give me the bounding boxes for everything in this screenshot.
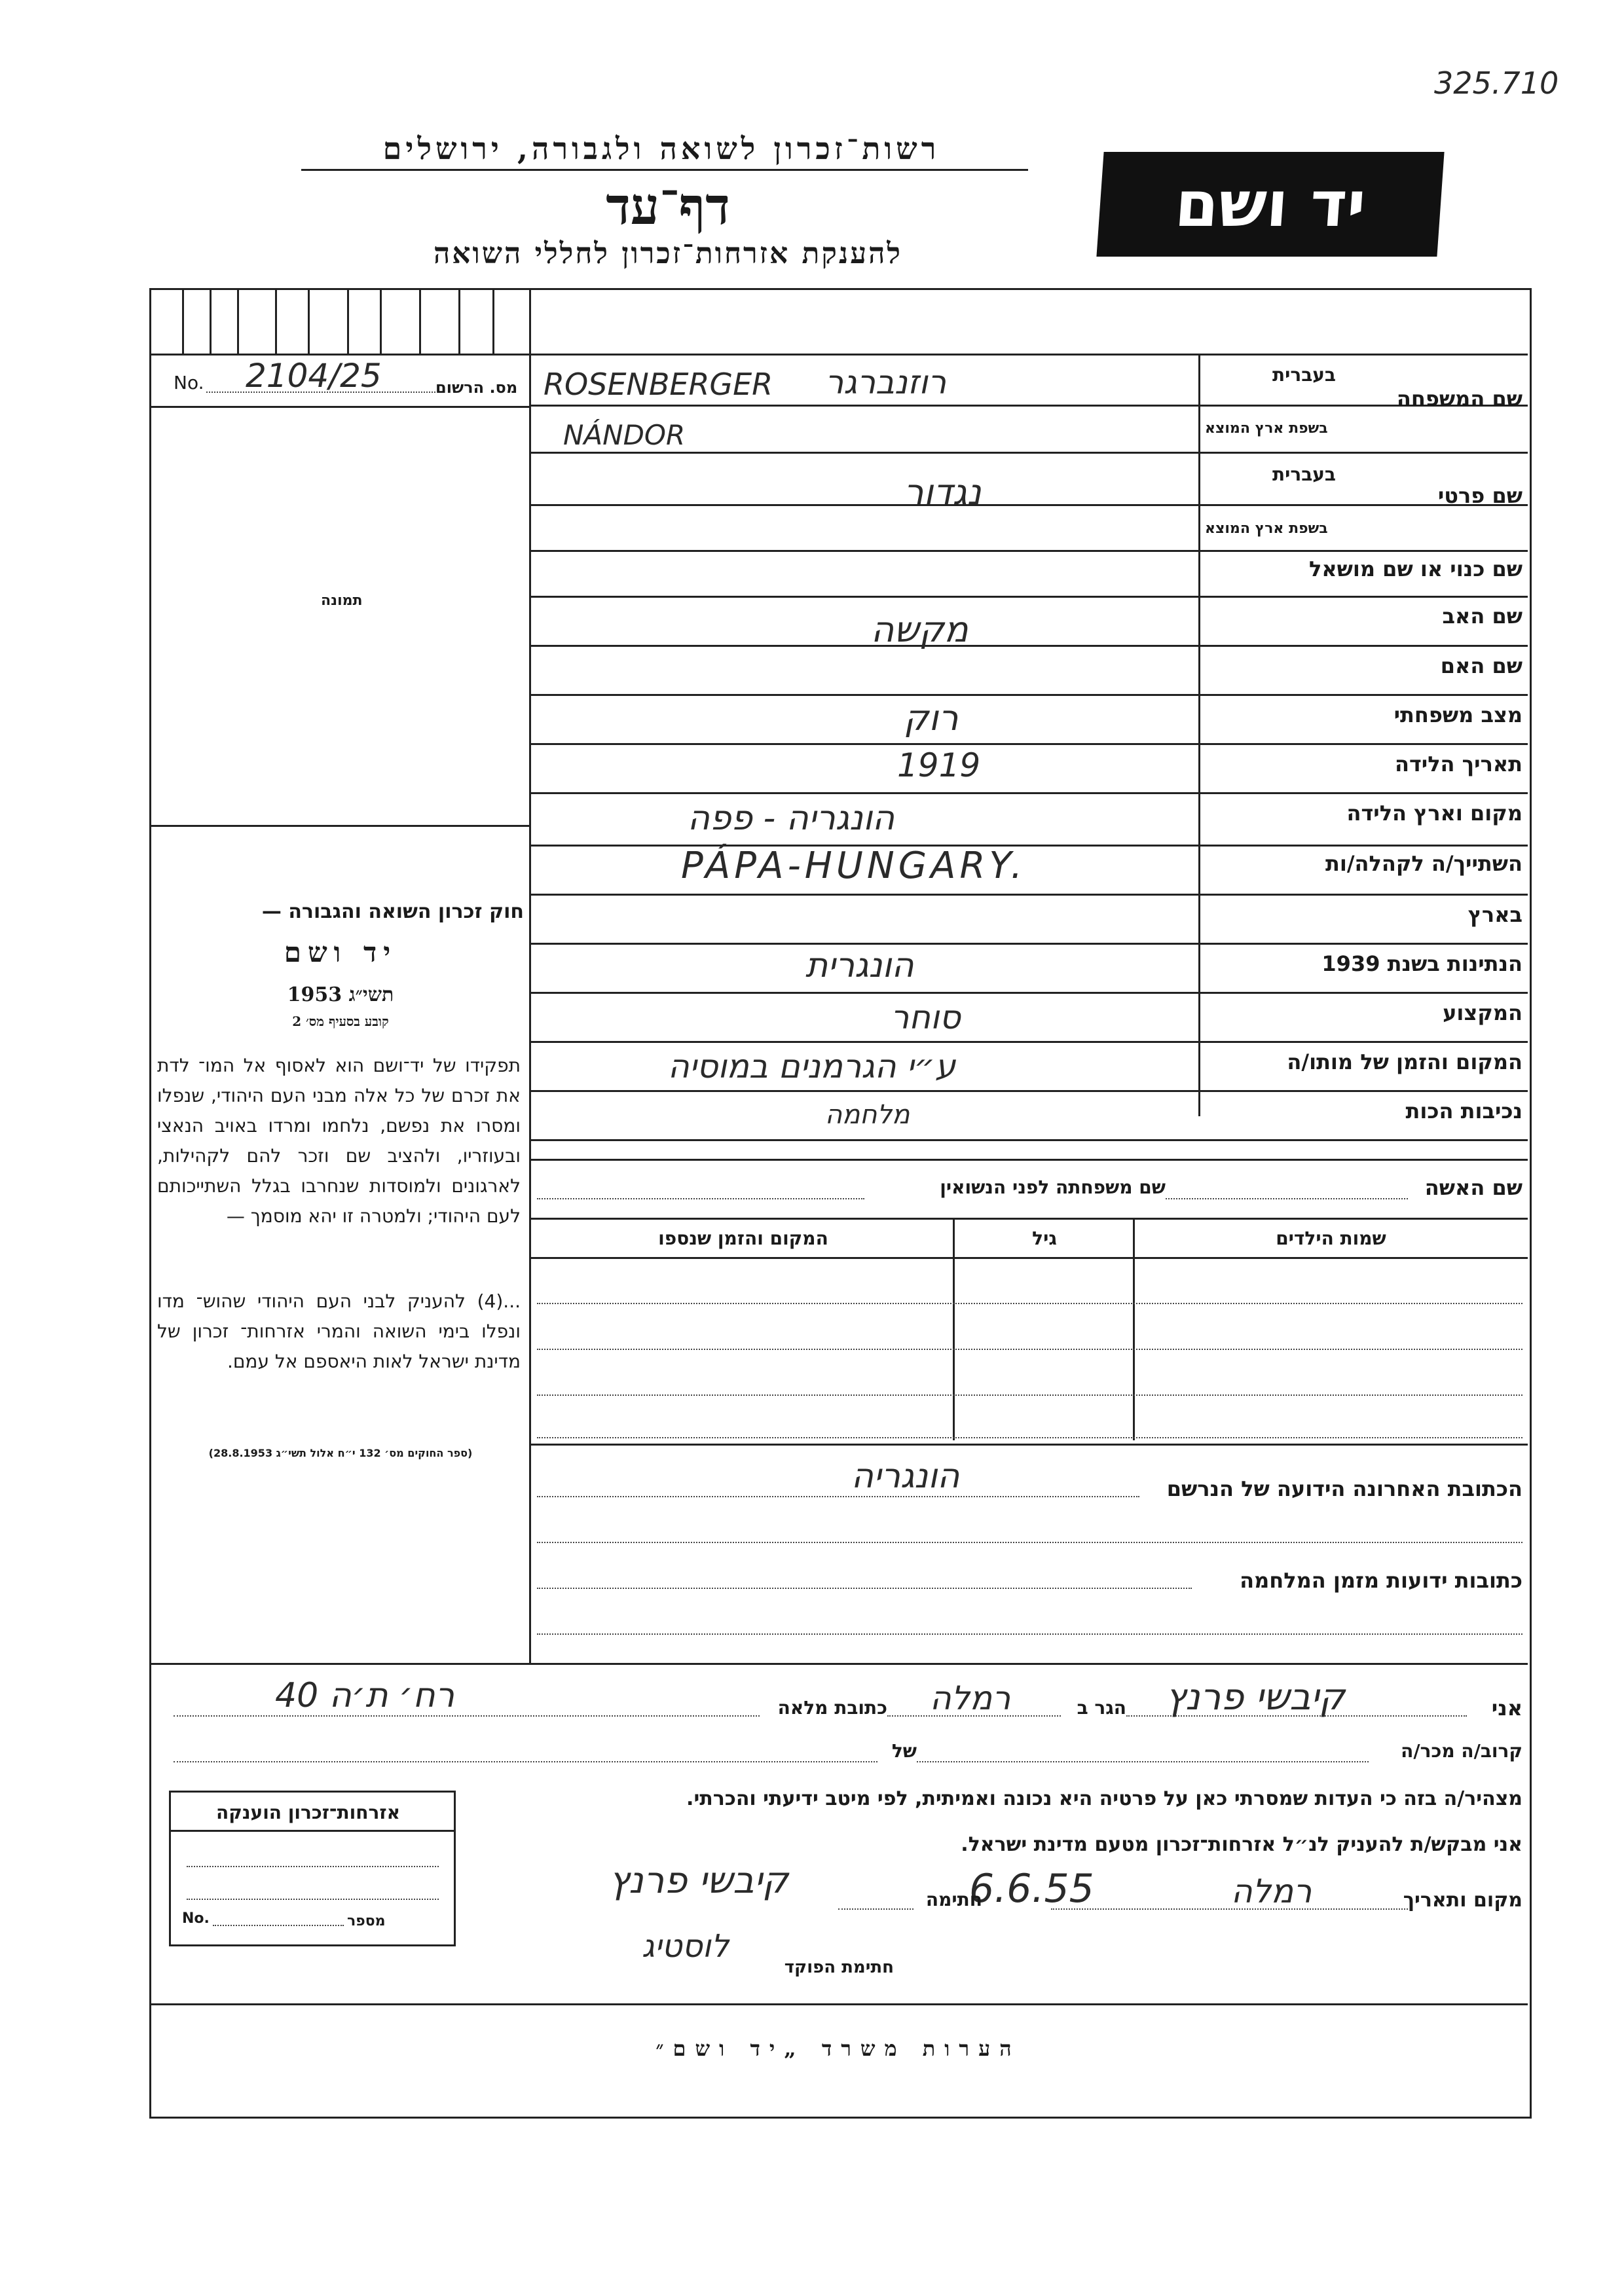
citizenship-box-title: אזרחות־זכרון הוענקה xyxy=(216,1802,400,1823)
wife-name-label: שם האשה xyxy=(1424,1175,1522,1200)
citizenship-no-label: No. xyxy=(182,1910,210,1927)
photo-label: תמונה xyxy=(321,592,363,609)
signature-label: חתימה xyxy=(925,1889,982,1910)
birth-date-label: תאריך הלידה xyxy=(1394,752,1522,776)
declarant-i-label: אני xyxy=(1491,1696,1522,1721)
father-name-value: מקשה xyxy=(871,609,969,650)
family-name-hebrew-value: רוזנברגר xyxy=(825,363,947,401)
nickname-label: שם כנוי או שם מושאל xyxy=(1308,556,1522,581)
country-label: בארץ xyxy=(1467,902,1522,927)
law-paragraph-1: תפקידו של יד־ושם הוא לאסוף אל המו־ לדת את זכרם של כל אלה מבני העם היהודי, שנפלו ומסרו את נפשם, נלחמו ומרדו באויב הנאצי ובעוזריו, ולהציב שם וזכר להם לקהילות, לארגונים ולמוסדות שנחרבו בגלל השתייכותם לעם היהודי; ולמטרה זו יהא מוסמך — xyxy=(157,1055,521,1227)
declarant-address-label: כתובת מלאה xyxy=(777,1697,887,1719)
family-name-hebrew-label: בעברית xyxy=(1272,364,1336,386)
children-names-header: שמות הילדים xyxy=(1276,1228,1386,1249)
law-heading: חוק זכרון השואה והגבורה — xyxy=(261,900,524,923)
wife-maiden-label: שם משפחתה לפני הנשואין xyxy=(940,1176,1166,1198)
first-name-label: שם פרטי xyxy=(1437,483,1522,508)
relative-label: קרוב/ה מכר/ה xyxy=(1401,1740,1522,1762)
archive-number: 325.710 xyxy=(1434,65,1559,101)
death-place-value: ע״י הגרמנים במוסיה xyxy=(668,1048,956,1085)
first-name-origin-label: בשפת ארץ המוצא xyxy=(1205,520,1328,537)
family-name-origin-value: ROSENBERGER xyxy=(544,367,773,402)
law-clause: קובע בסעיף מס׳ 2 xyxy=(292,1013,389,1029)
logo-text: יד ושם xyxy=(1172,168,1369,241)
place-date-label: מקום ותאריך xyxy=(1403,1889,1522,1912)
label-column-divider xyxy=(1198,354,1200,1116)
declarant-address-value: רח׳ ת׳ה 40 xyxy=(275,1676,454,1715)
left-column-divider xyxy=(529,288,531,1663)
death-place-value-2: מלחמה xyxy=(825,1100,910,1130)
declarant-name: קיבשי פרנץ xyxy=(1166,1676,1345,1719)
declarant-resides-label: הגר ב xyxy=(1077,1697,1126,1719)
declarant-city: רמלה xyxy=(930,1679,1011,1717)
law-name: יד ושם xyxy=(284,936,397,968)
date-value: 6.6.55 xyxy=(969,1866,1094,1912)
first-name-hebrew-value: נגדור xyxy=(904,471,982,513)
office-remarks: הערות משרד „יד ושם״ xyxy=(655,2036,1021,2061)
marital-status-value: רוק xyxy=(904,697,959,738)
official-signature-label: חתימת הפוקד xyxy=(784,1958,894,1977)
relative-of-label: של xyxy=(891,1740,917,1762)
children-fate-header: המקום והזמן שנספו xyxy=(658,1228,828,1249)
birth-date-value: 1919 xyxy=(897,746,981,784)
form-subtitle: להענקת אזרחות־זכרון לחללי השואה xyxy=(433,237,902,270)
community-value: PÁPA-HUNGARY. xyxy=(681,845,1027,887)
children-age-header: גיל xyxy=(1032,1228,1057,1249)
registration-number-label: מס. הרשום xyxy=(435,378,518,397)
first-name-origin-value: NÁNDOR xyxy=(563,419,686,451)
declaration-text: מצהיר/ה בזה כי העדות שמסרתי כאן על פרטיה היא נכונה ואמיתית, לפי מיטב ידיעתי והכרתי. xyxy=(686,1787,1522,1810)
father-name-label: שם האב xyxy=(1442,604,1522,629)
last-address-value: הונגריה xyxy=(851,1457,960,1496)
profession-value: סוחר xyxy=(891,998,961,1036)
citizenship-number-label: מספר xyxy=(347,1913,386,1929)
first-name-hebrew-label: בעברית xyxy=(1272,464,1336,485)
yad-vashem-logo xyxy=(1096,152,1444,257)
nationality-label: הנתינות בשנת 1939 xyxy=(1321,951,1522,976)
nationality-value: הונגרית xyxy=(805,946,914,985)
official-signature-value: לוסטיג xyxy=(642,1928,729,1965)
registration-number: 2104/25 xyxy=(246,357,382,395)
last-address-label: הכתובת האחרונה הידועה של הנרשם xyxy=(1166,1476,1522,1501)
form-title: דף־עד xyxy=(606,177,730,236)
registration-no-label: No. xyxy=(174,372,204,393)
authority-underline xyxy=(301,169,1028,171)
birth-place-label: מקום וארץ הלידה xyxy=(1346,801,1522,826)
rank-label: נכיבות הכות xyxy=(1405,1099,1522,1123)
birth-place-value: הונגריה - פפה xyxy=(688,799,895,838)
mother-name-label: שם האם xyxy=(1440,653,1522,678)
community-label: השתייך/ה לקהלה/ות xyxy=(1325,851,1522,876)
law-paragraph-2: ...(4) להעניק לבני העם היהודי שהוש־ מדו ונפלו בימי השואה והמרי אזרחות־ זכרון של מדינת ישראל לאות היאספם אל עמם. xyxy=(157,1290,521,1372)
marital-status-label: מצב משפחתי xyxy=(1393,702,1522,727)
signature-value: קיבשי פרנץ xyxy=(609,1859,788,1902)
profession-label: המקצוע xyxy=(1443,1000,1522,1025)
place-value: רמלה xyxy=(1231,1872,1312,1910)
family-name-label: שם המשפחה xyxy=(1396,386,1522,411)
family-name-origin-label: בשפת ארץ המוצא xyxy=(1205,420,1328,437)
death-place-label: המקום והזמן של מותו/ה xyxy=(1287,1049,1522,1074)
law-year: תשי״ג 1953 xyxy=(287,983,394,1006)
law-source: (ספר החוקים מס׳ 132 י״ח אלול תשי״ג 28.8.1953) xyxy=(208,1447,473,1459)
authority-line: רשות־זכרון לשואה ולגבורה, ירושלים xyxy=(382,131,940,166)
war-address-label: כתובות ידועות מזמן המלחמה xyxy=(1240,1568,1522,1593)
request-text: אני מבקש/ת להעניק לנ״ל אזרחות־זכרון מטעם מדינת ישראל. xyxy=(961,1833,1522,1856)
